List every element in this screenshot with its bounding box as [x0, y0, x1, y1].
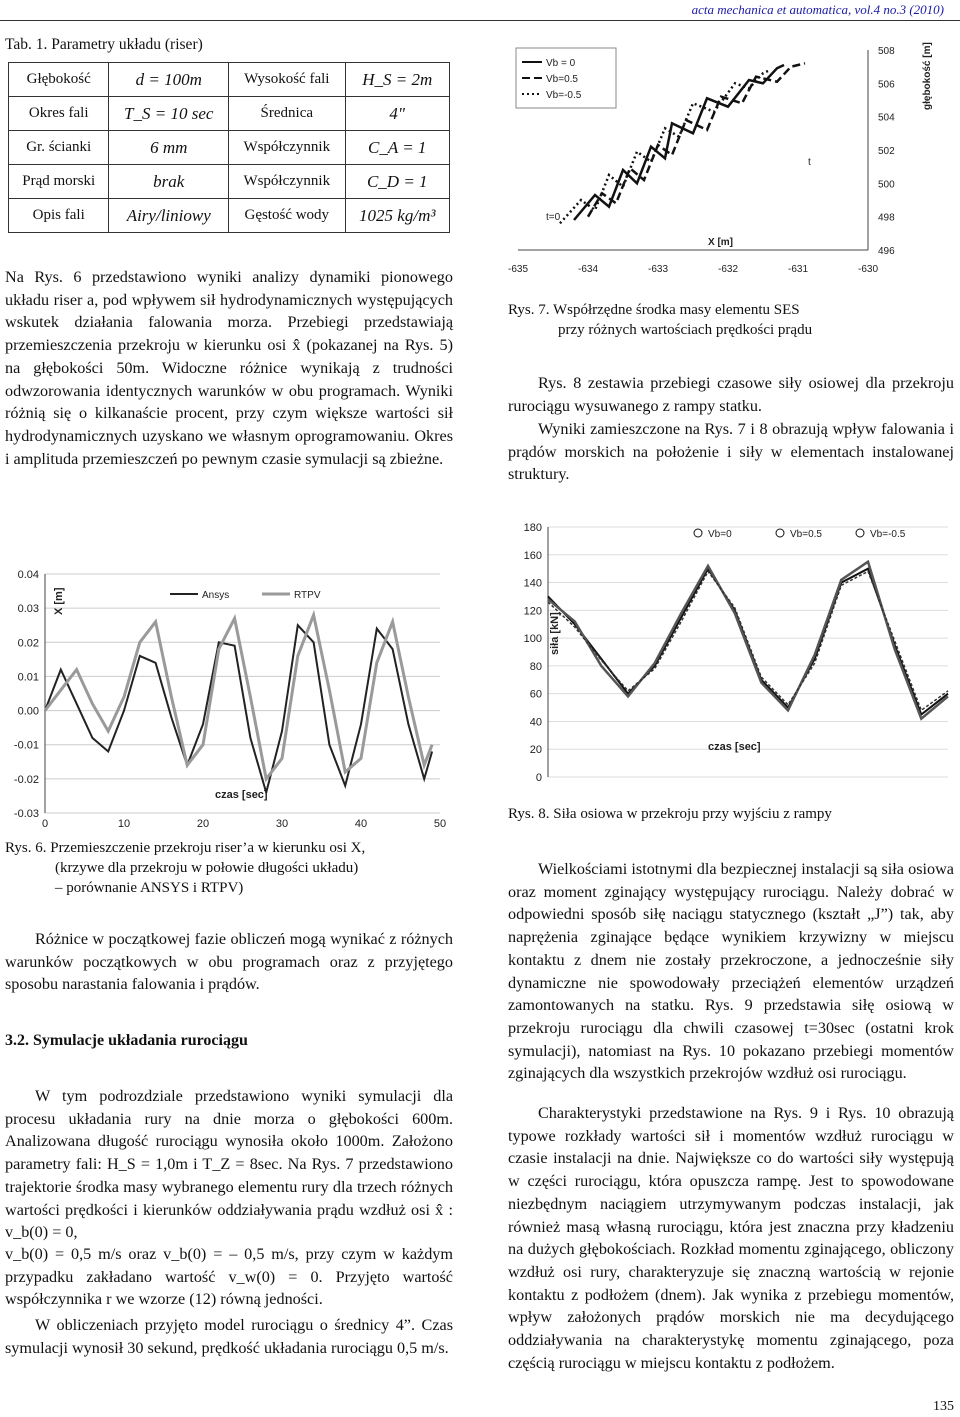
y-tick-label: 506	[878, 79, 895, 91]
y-axis-label: siła [kN]	[549, 612, 561, 655]
table-row	[9, 199, 450, 233]
table-cell: brak	[109, 165, 229, 199]
legend-marker-2	[856, 529, 864, 537]
annotation-t: t	[808, 157, 811, 168]
table-cell: T_S = 10 sec	[109, 97, 229, 131]
paragraph-fig8-intro: Rys. 8 zestawia przebiegi czasowe siły osiowej dla przekroju rurociągu wysuwanego z rampy statku.	[508, 374, 954, 415]
x-tick-label: 50	[433, 818, 447, 830]
x-tick-label: 30	[275, 818, 289, 830]
y-axis-label: X [m]	[53, 587, 65, 615]
table-cell: H_S = 2m	[345, 63, 450, 97]
x-axis-label: czas [sec]	[708, 741, 761, 753]
x-tick-label: 20	[196, 818, 210, 830]
legend-label-2: Vb=-0.5	[546, 90, 582, 101]
table-cell: Prąd morski	[9, 165, 109, 199]
table-cell: C_A = 1	[345, 131, 450, 165]
header-rule	[0, 20, 960, 21]
y-tick-label: 0	[535, 772, 542, 784]
table-cell: 4"	[345, 97, 450, 131]
x-tick-label: -635	[508, 264, 529, 275]
table-cell: Głębokość	[9, 63, 109, 97]
parameters-table	[8, 62, 450, 233]
paragraph-forces: Wielkościami istotnymi dla bezpiecznej instalacji są siła osiowa oraz moment zginający występujący rurociągu. Należy dobrać w odpowiedni sposób siłę naciągu statycznego (kształt „J”) tak, aby naprężenia zginające będące wynikiem krzywizny w miejscu kontaktu z dnem nie zostały przekroczone, a jednocześnie siły dynamiczne nie spowodowały przeciążeń elementów urządzeń zamontowanych na statku. Rys. 9 przedstawia siłę osiową w przekroju rurociągu dla chwili czasowej t=30sec (ostatni krok symulacji), natomiast na Rys. 10 pokazano przebiegi momentów zginających dla wszystkich przekrojów wzdłuż osi rurociągu.	[508, 860, 954, 1083]
x-tick-label: 0	[41, 818, 49, 830]
legend-marker-0	[694, 529, 702, 537]
y-tick-label: 60	[529, 688, 542, 701]
annotation-t0: t=0	[546, 212, 561, 223]
table-cell: Okres fali	[9, 97, 109, 131]
page-number: 135	[933, 1399, 954, 1414]
paragraph-simulation: W obliczeniach przyjęto model rurociągu o średnicy 4”. Czas symulacji wynosił 30 sekund, prędkość układania rurociągu 0,5 m/s.	[5, 1316, 453, 1357]
fig8-caption: Rys. 8. Siła osiowa w przekroju przy wyjściu z rampy	[508, 806, 832, 822]
y-tick-label: 0.03	[17, 603, 39, 616]
series-line-1	[548, 562, 948, 719]
paragraph-characteristics: Charakterystyki przedstawione na Rys. 9 i Rys. 10 obrazują typowe rozkłady wartości sił i momentów wzdłuż rurociągu w czasie instalacji na dnie. Największe co do wartości siły występują w części rurociągu, która opuszcza rampę. Jest to spowodowane niezbędnym naciągiem utrzymywanym podczas instalacji, jak również masą własną rurociągu, która jest znaczna przy kładzeniu na dużych głębokościach. Rozkład momentu zginającego, obliczony wzdłuż osi rury, charakteryzuje się znaczną wartością w rejonie kontaktu z podłożem (dnem). Jak wynika z przebiegu momentów, wpływ założonych prądów morskich nie ma decydującego oddziaływania na charakterystykę momentu zginającego, poza częścią rurociągu w miejscu kontaktu z podłożem.	[508, 1104, 954, 1372]
y-tick-label: 504	[878, 112, 895, 124]
y-tick-label: 0.00	[17, 705, 39, 718]
y-tick-label: 40	[529, 716, 542, 729]
x-tick-label: -630	[857, 264, 879, 275]
table-cell: 1025 kg/m³	[345, 199, 450, 233]
paragraph-differences: Różnice w początkowej fazie obliczeń mogą wynikać z różnych warunków początkowych w obu programach oraz z przyjętego sposobu narastania falowania i prądów.	[5, 930, 453, 994]
x-tick-label: 40	[354, 818, 368, 830]
y-tick-label: 120	[523, 605, 542, 618]
y-tick-label: -0.01	[13, 739, 39, 752]
x-tick-label: 10	[117, 818, 131, 830]
x-tick-label: -632	[717, 264, 739, 275]
legend-label-1: Vb=0.5	[790, 529, 822, 540]
x-tick-label: -633	[647, 264, 669, 275]
y-tick-label: 0.01	[17, 671, 39, 684]
legend-label-0: Vb = 0	[546, 58, 576, 69]
table-cell: Współczynnik	[229, 165, 345, 199]
table-row	[9, 63, 450, 97]
paragraph-results: Wyniki zamieszczone na Rys. 7 i 8 obrazują wpływ falowania i prądów morskich na położenie i siły w elementach instalowanej struktury.	[508, 420, 954, 484]
y-tick-label: 508	[878, 46, 895, 57]
table-cell: Wysokość fali	[229, 63, 345, 97]
y-tick-label: -0.02	[13, 773, 39, 786]
table-cell: Airy/liniowy	[109, 199, 229, 233]
fig6-caption-2: (krzywe dla przekroju w połowie długości układu)	[55, 860, 359, 876]
y-tick-label: 0.04	[17, 569, 39, 581]
y-tick-label: 498	[878, 212, 895, 224]
table-row	[9, 97, 450, 131]
y-tick-label: 140	[523, 577, 542, 590]
table-row	[9, 131, 450, 165]
fig6-caption-3: – porównanie ANSYS i RTPV)	[55, 880, 244, 896]
x-axis-label: X [m]	[708, 237, 733, 248]
table-cell: d = 100m	[109, 63, 229, 97]
legend-marker-1	[776, 529, 784, 537]
table-cell: 6 mm	[109, 131, 229, 165]
table-cell: Średnica	[229, 97, 345, 131]
paragraph-pipelaying-cont: v_b(0) = 0,5 m/s oraz v_b(0) = – 0,5 m/s, przy czym w każdym przypadku zakładano wartość v_w(0) = 0. Przyjęto wartość współczynnika r we wzorze (12) równą jedności.	[5, 1245, 453, 1309]
fig6-caption-1: Rys. 6. Przemieszczenie przekroju riser’a w kierunku osi X,	[5, 840, 366, 856]
y-tick-label: 100	[523, 633, 542, 646]
section-heading: 3.2. Symulacje układania rurociągu	[5, 1032, 248, 1049]
table-row	[9, 165, 450, 199]
y-tick-label: -0.03	[13, 808, 39, 820]
fig7-caption-1: Rys. 7. Współrzędne środka masy elementu SES	[508, 302, 800, 318]
table-cell: Gr. ścianki	[9, 131, 109, 165]
legend-label-rtpv: RTPV	[294, 590, 321, 601]
paragraph-fig6-intro: Na Rys. 6 przedstawiono wyniki analizy dynamiki pionowego układu riser a, pod wpływem sił hydrodynamicznych występujących wskutek działania falowania morza. Przebiegi przedstawiają przemieszczenia przekroju w kierunku osi x̂ (pokazanej na Rys. 5) na głębokości 50m. Widoczne różnice wynikają z trudności odwzorowania identycznych warunków w obu programach. Wyniki różnią się o kilkanaście procent, przy czym większe wartości sił hydrodynamicznych uzyskano we własnym oprogramowaniu. Okres i amplituda przemieszczeń po pewnym czasie symulacji są zbieżne.	[5, 268, 453, 468]
fig6-chart	[0, 560, 460, 830]
table-cell: Współczynnik	[229, 131, 345, 165]
series-line-ansys	[45, 625, 432, 792]
table-cell: C_D = 1	[345, 165, 450, 199]
y-tick-label: 80	[529, 660, 542, 673]
legend-label-ansys: Ansys	[202, 590, 230, 601]
series-line-2	[548, 571, 948, 710]
y-tick-label: 502	[878, 146, 895, 157]
x-axis-label: czas [sec]	[215, 789, 268, 801]
paragraph-pipelaying: W tym podrozdziale przedstawiono wyniki symulacji dla procesu układania rury na dnie morza o głębokości 600m. Analizowana długość rurociągu wynosiła około 1000m. Założono parametry fali: H_S = 1,0m i T_Z = 8sec. Na Rys. 7 przedstawiono trajektorie środka masy wybranego elementu rury dla trzech różnych wartości prędkości i kierunków oddziaływania prądu wzdłuż osi x̂ : v_b(0) = 0,	[5, 1087, 453, 1242]
y-axis-label: głębokość [m]	[922, 42, 933, 110]
fig7-caption-2: przy różnych wartościach prędkości prądu	[558, 322, 813, 338]
journal-header: acta mechanica et automatica, vol.4 no.3 (2010)	[691, 2, 944, 17]
table-title: Tab. 1. Parametry układu (riser)	[5, 36, 203, 53]
fig8-chart	[508, 515, 958, 795]
y-tick-label: 500	[878, 179, 895, 191]
y-tick-label: 20	[529, 744, 542, 757]
x-tick-label: -634	[577, 264, 599, 275]
table-cell: Gęstość wody	[229, 199, 345, 233]
y-tick-label: 180	[523, 522, 542, 534]
y-tick-label: 496	[878, 246, 895, 257]
table-cell: Opis fali	[9, 199, 109, 233]
x-tick-label: -631	[787, 264, 809, 275]
y-tick-label: 0.02	[17, 637, 39, 650]
legend-label-0: Vb=0	[708, 529, 732, 540]
y-tick-label: 160	[523, 549, 542, 562]
fig7-chart	[508, 40, 958, 285]
legend-label-1: Vb=0.5	[546, 74, 578, 85]
legend-label-2: Vb=-0.5	[870, 529, 906, 540]
